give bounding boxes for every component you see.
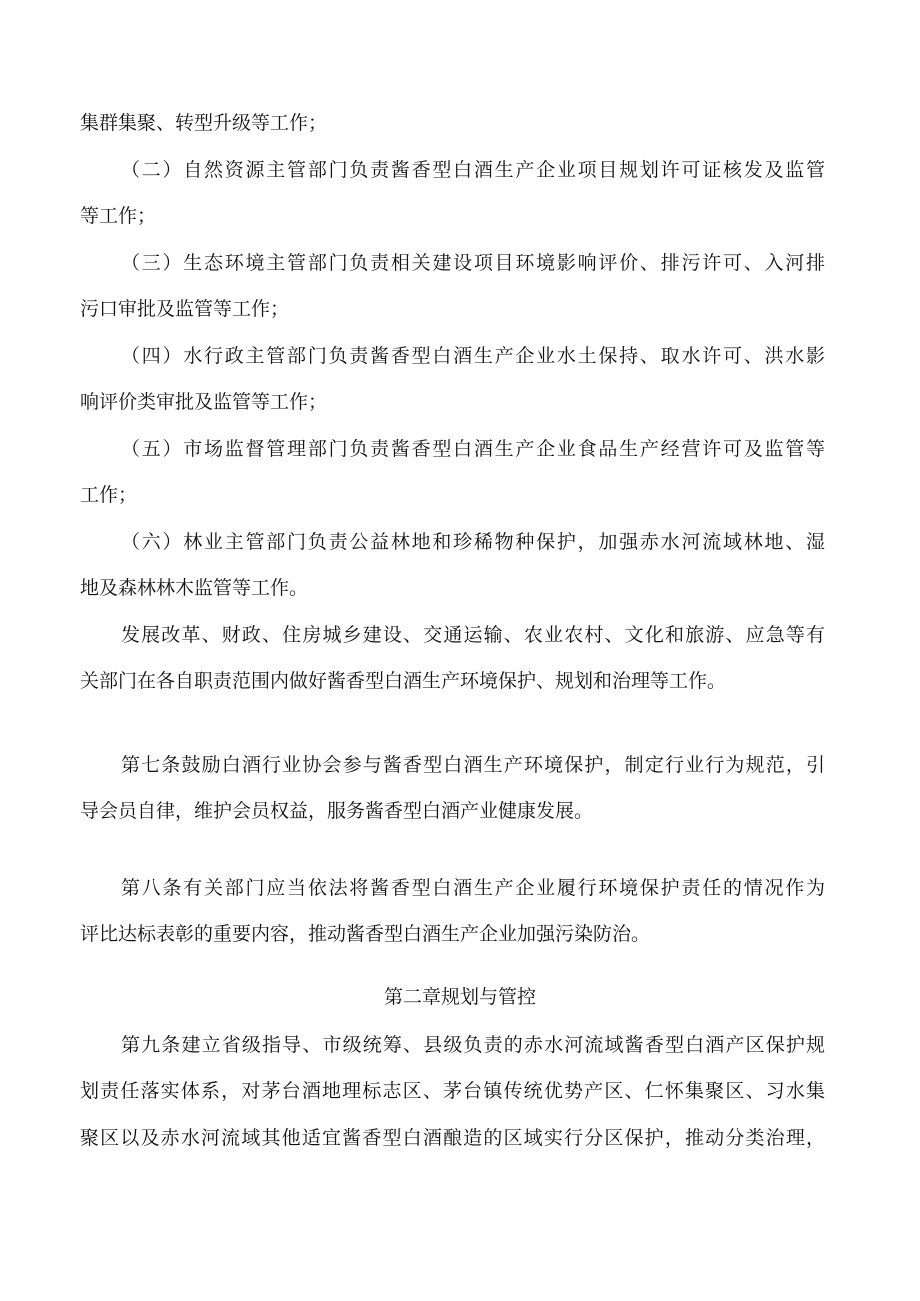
text-line-6: （四）水行政主管部门负责酱香型白酒生产企业水土保持、取水许可、洪水影 (121, 345, 825, 367)
text-line-9: 工作； (80, 484, 138, 506)
text-line-20: 划责任落实体系，对茅台酒地理标志区、茅台镇传统优势产区、仁怀集聚区、习水集 (80, 1080, 825, 1102)
text-line-2: （二）自然资源主管部门负责酱香型白酒生产企业项目规划许可证核发及监管 (121, 159, 825, 181)
text-line-14: 第七条鼓励白酒行业协会参与酱香型白酒生产环境保护，制定行业行为规范，引 (121, 754, 825, 776)
text-line-1: 集群集聚、转型升级等工作； (80, 112, 328, 134)
text-line-8: （五）市场监督管理部门负责酱香型白酒生产企业食品生产经营许可及监管等 (121, 438, 825, 460)
text-line-17: 评比达标表彰的重要内容，推动酱香型白酒生产企业加强污染防治。 (80, 923, 651, 945)
text-line-10: （六）林业主管部门负责公益林地和珍稀物种保护，加强赤水河流域林地、湿 (121, 531, 825, 553)
text-line-15: 导会员自律，维护会员权益，服务酱香型白酒产业健康发展。 (80, 800, 594, 822)
text-line-13: 关部门在各自职责范围内做好酱香型白酒生产环境保护、规划和治理等工作。 (80, 670, 727, 692)
text-line-7: 响评价类审批及监管等工作； (80, 391, 328, 413)
chapter-heading: 第二章规划与管控 (383, 986, 536, 1008)
text-line-11: 地及森林林木监管等工作。 (80, 577, 309, 599)
text-line-3: 等工作； (80, 205, 157, 227)
text-line-16: 第八条有关部门应当依法将酱香型白酒生产企业履行环境保护责任的情况作为 (121, 877, 825, 899)
text-line-19: 第九条建立省级指导、市级统筹、县级负责的赤水河流域酱香型白酒产区保护规 (121, 1034, 825, 1056)
text-line-4: （三）生态环境主管部门负责相关建设项目环境影响评价、排污许可、入河排 (121, 252, 825, 274)
text-line-5: 污口审批及监管等工作； (80, 298, 290, 320)
text-line-21: 聚区以及赤水河流域其他适宜酱香型白酒酿造的区域实行分区保护，推动分类治理， (80, 1127, 825, 1149)
text-line-12: 发展改革、财政、住房城乡建设、交通运输、农业农村、文化和旅游、应急等有 (121, 624, 825, 646)
